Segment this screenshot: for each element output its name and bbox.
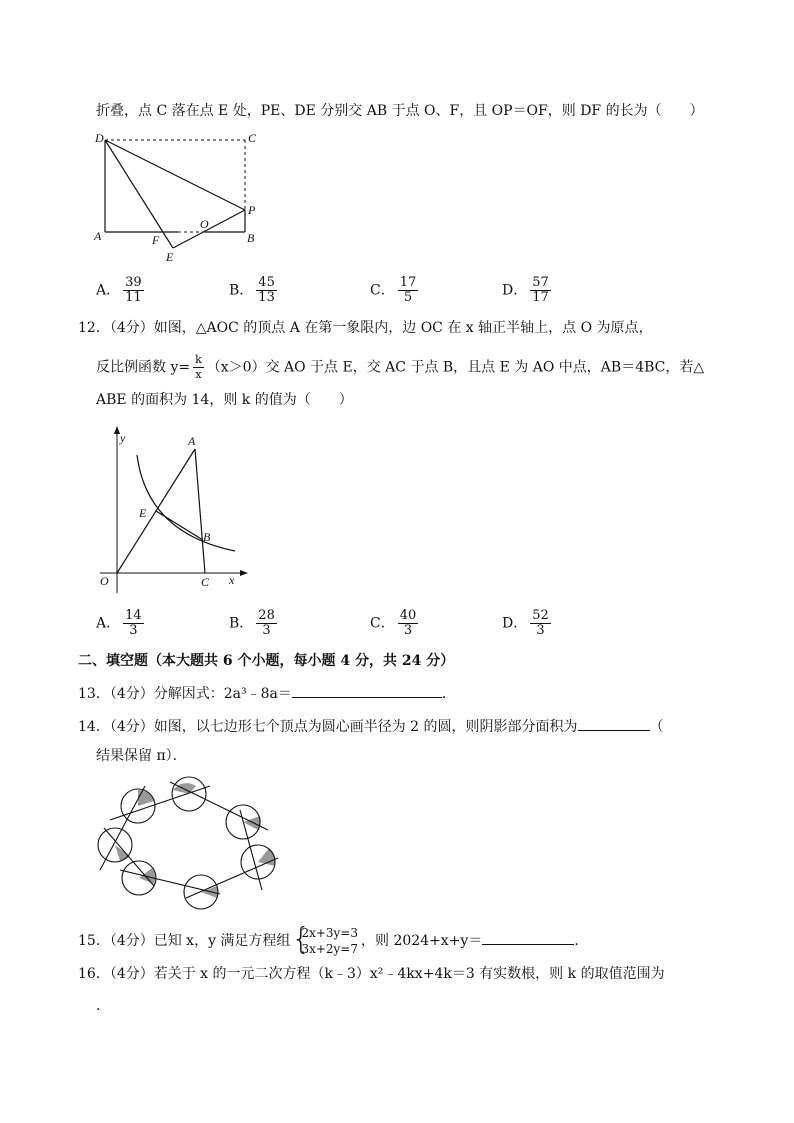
q11-option-a: A． $\frac{39}{11}$	[96, 275, 142, 305]
q12-figure	[95, 423, 255, 598]
section-heading-fill-blank: 二、填空题（本大题共 6 个小题，每小题 4 分，共 24 分）	[78, 653, 455, 669]
q12-label-A: A	[188, 434, 196, 448]
q11-label-F: F	[152, 233, 160, 247]
q12-label-O: O	[100, 574, 109, 588]
q11-option-b: B． $\frac{45}{13}$	[229, 275, 275, 305]
q11-label-A: A	[94, 229, 102, 243]
q15-answer-blank[interactable]	[482, 930, 574, 945]
q11-label-E: E	[166, 250, 174, 264]
q12-option-c: C． $\frac{40}{3}$	[370, 608, 417, 638]
q14-text-line2: 结果保留 π）．	[96, 748, 187, 764]
q15-equation-system: { 2x+3y=3 3x+2y=7	[291, 922, 358, 957]
q12-option-a: A． $\frac{14}{3}$	[96, 608, 142, 638]
q12-label-E: E	[139, 506, 147, 520]
q11-option-c: C． $\frac{17}{5}$	[370, 275, 417, 305]
q12-text-line3: ABE 的面积为 14，则 k 的值为（ ）	[96, 392, 353, 408]
q11-label-O: O	[200, 217, 209, 231]
q13-answer-blank[interactable]	[292, 683, 442, 698]
q12-text-line2: 反比例函数 y= $\frac{k}{x}$ （x＞0）交 AO 于点 E，交 AC 于点 B，且点 E 为 AO 中点，AB＝4BC，若△	[96, 353, 705, 381]
q16-text-line1: 16．（4分）若关于 x 的一元二次方程（k﹣3）x²﹣4kx+4k＝3 有实数根，则 k 的取值范围为	[78, 966, 665, 982]
q11-option-d: D． $\frac{57}{17}$	[502, 275, 549, 305]
q14-answer-blank[interactable]	[578, 716, 650, 731]
q12-label-C: C	[201, 575, 210, 589]
q15-text: 15．（4分）已知 x，y 满足方程组 { 2x+3y=3 3x+2y=7 ，则 2024+x+y＝ ．	[78, 922, 589, 957]
q14-heptagon-figure	[90, 772, 290, 917]
q14-text-line1: 14．（4分）如图，以七边形七个顶点为圆心画半径为 2 的圆，则阴影部分面积为 （	[78, 716, 664, 737]
q11-label-P: P	[248, 203, 256, 217]
q12-label-B: B	[203, 530, 211, 544]
q12-option-b: B． $\frac{28}{3}$	[229, 608, 275, 638]
q11-label-B: B	[247, 231, 255, 245]
q11-label-D: D	[95, 131, 104, 145]
q11-text-line1: 折叠，点 C 落在点 E 处，PE、DE 分别交 AB 于点 O、F，且 OP＝OF，则 DF 的长为（ ）	[96, 103, 704, 119]
q12-text-line1: 12．（4分）如图，△AOC 的顶点 A 在第一象限内，边 OC 在 x 轴正半轴上，点 O 为原点，	[78, 320, 653, 336]
q12-label-x: x	[229, 573, 235, 587]
q12-option-d: D． $\frac{52}{3}$	[502, 608, 549, 638]
q13-text: 13．（4分）分解因式：2a³﹣8a＝ ．	[78, 683, 456, 704]
q11-label-C: C	[248, 131, 257, 145]
q11-figure	[90, 128, 270, 268]
q16-text-line2: ．	[96, 998, 110, 1014]
q12-label-y: y	[120, 431, 126, 445]
